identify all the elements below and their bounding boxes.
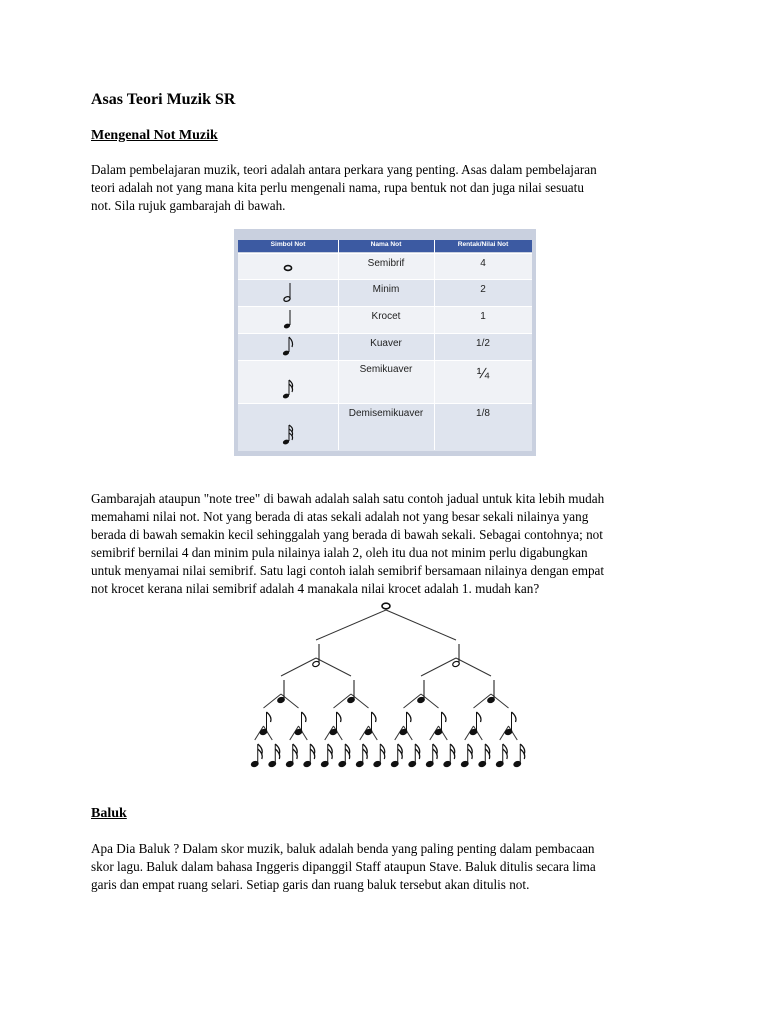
tree-connector	[316, 610, 386, 640]
semiquaver-icon	[286, 744, 298, 767]
semiquaver-icon	[408, 744, 420, 767]
semiquaver-icon	[238, 377, 338, 404]
semiquaver-icon	[321, 744, 333, 767]
quaver-icon	[329, 712, 341, 735]
crotchet-icon	[487, 680, 495, 703]
note-name: Semibrif	[367, 258, 405, 269]
section-heading-not-muzik: Mengenal Not Muzik	[91, 128, 218, 143]
note-value: 2	[480, 284, 486, 295]
tree-connector	[421, 658, 456, 676]
semiquaver-icon	[356, 744, 368, 767]
quaver-icon	[364, 712, 376, 735]
crotchet-icon	[347, 680, 355, 703]
quaver-icon	[294, 712, 306, 735]
paragraph-line: skor lagu. Baluk dalam bahasa Inggeris dipanggil Staff ataupun Stave. Baluk ditulis secara lima	[91, 859, 596, 874]
note-value-table	[234, 229, 536, 456]
minim-icon	[238, 280, 338, 307]
semiquaver-icon	[478, 744, 490, 767]
header-nama-not: Nama Not	[370, 241, 402, 248]
note-name: Minim	[372, 284, 400, 295]
note-value: 1/8	[476, 408, 490, 419]
semiquaver-icon	[303, 744, 315, 767]
quaver-icon	[399, 712, 411, 735]
tree-connector	[386, 610, 456, 640]
intro-paragraph	[91, 161, 691, 215]
semiquaver-icon	[373, 744, 385, 767]
note-value: 1	[480, 311, 486, 322]
note-name: Demisemikuaver	[348, 408, 424, 419]
note-tree-paragraph	[91, 490, 691, 598]
table-row	[238, 279, 532, 307]
paragraph-line: not krocet kerana nilai semibrif adalah 4 manakala nilai krocet adalah 1. mudah kan?	[91, 581, 540, 596]
minim-icon	[312, 644, 320, 667]
paragraph-line: teori adalah not yang mana kita perlu mengenali nama, rupa bentuk not dan juga nilai sesuatu	[91, 180, 584, 195]
note-value: ¼	[476, 365, 490, 382]
tree-connector	[281, 658, 316, 676]
quaver-icon	[504, 712, 516, 735]
semiquaver-icon	[513, 744, 525, 767]
table-header	[238, 240, 532, 252]
tree-connector	[316, 658, 351, 676]
crotchet-icon	[277, 680, 285, 703]
crotchet-icon	[238, 307, 338, 334]
table-row	[238, 333, 532, 361]
page-title: Asas Teori Muzik SR	[91, 91, 236, 108]
paragraph-line: Apa Dia Baluk ? Dalam skor muzik, baluk adalah benda yang paling penting dalam pembacaan	[91, 841, 595, 856]
table-row	[238, 360, 532, 404]
table-row	[238, 253, 532, 280]
semiquaver-icon	[338, 744, 350, 767]
paragraph-line: garis dan empat ruang selari. Setiap garis dan ruang baluk tersebut akan ditulis not.	[91, 877, 530, 892]
paragraph-line: semibrif bernilai 4 dan minim pula nilainya ialah 2, oleh itu dua not minim perlu digabungkan	[91, 545, 588, 560]
semiquaver-icon	[391, 744, 403, 767]
quaver-icon	[238, 334, 338, 361]
paragraph-line: berada di bawah semakin kecil sehinggalah yang berada di bawah sekali. Sebagai contohnya; not	[91, 527, 603, 542]
section-heading-baluk: Baluk	[91, 806, 127, 821]
note-name: Semikuaver	[359, 364, 413, 375]
semiquaver-icon	[496, 744, 508, 767]
note-name: Krocet	[371, 311, 401, 322]
paragraph-line: Dalam pembelajaran muzik, teori adalah antara perkara yang penting. Asas dalam pembelajaran	[91, 162, 597, 177]
semiquaver-icon	[461, 744, 473, 767]
semibreve-icon	[382, 603, 390, 609]
crotchet-icon	[417, 680, 425, 703]
paragraph-line: Gambarajah ataupun "note tree" di bawah adalah salah satu contoh jadual untuk kita lebih mudah	[91, 491, 605, 506]
minim-icon	[452, 644, 460, 667]
quaver-icon	[434, 712, 446, 735]
quaver-icon	[259, 712, 271, 735]
table-row	[238, 306, 532, 334]
paragraph-line: not. Sila rujuk gambarajah di bawah.	[91, 198, 286, 213]
semiquaver-icon	[268, 744, 280, 767]
semiquaver-icon	[443, 744, 455, 767]
semibreve-icon	[238, 258, 338, 277]
table-row	[238, 403, 532, 451]
header-simbol-not: Simbol Not	[270, 241, 306, 248]
semiquaver-icon	[251, 744, 263, 767]
semiquaver-icon	[426, 744, 438, 767]
tree-connector	[456, 658, 491, 676]
demisemiquaver-icon	[238, 423, 338, 450]
paragraph-line: memahami nilai not. Not yang berada di atas sekali adalah not yang besar sekali nilainya yang	[91, 509, 589, 524]
note-value: 1/2	[476, 338, 490, 349]
quaver-icon	[469, 712, 481, 735]
header-nilai-not: Rentak/Nilai Not	[457, 241, 509, 248]
note-value: 4	[480, 258, 486, 269]
paragraph-line: untuk menyamai nilai semibrif. Satu lagi contoh ialah semibrif bersamaan nilainya dengan empat	[91, 563, 605, 578]
note-tree-diagram	[236, 598, 536, 773]
note-name: Kuaver	[370, 338, 402, 349]
baluk-paragraph	[91, 840, 691, 894]
